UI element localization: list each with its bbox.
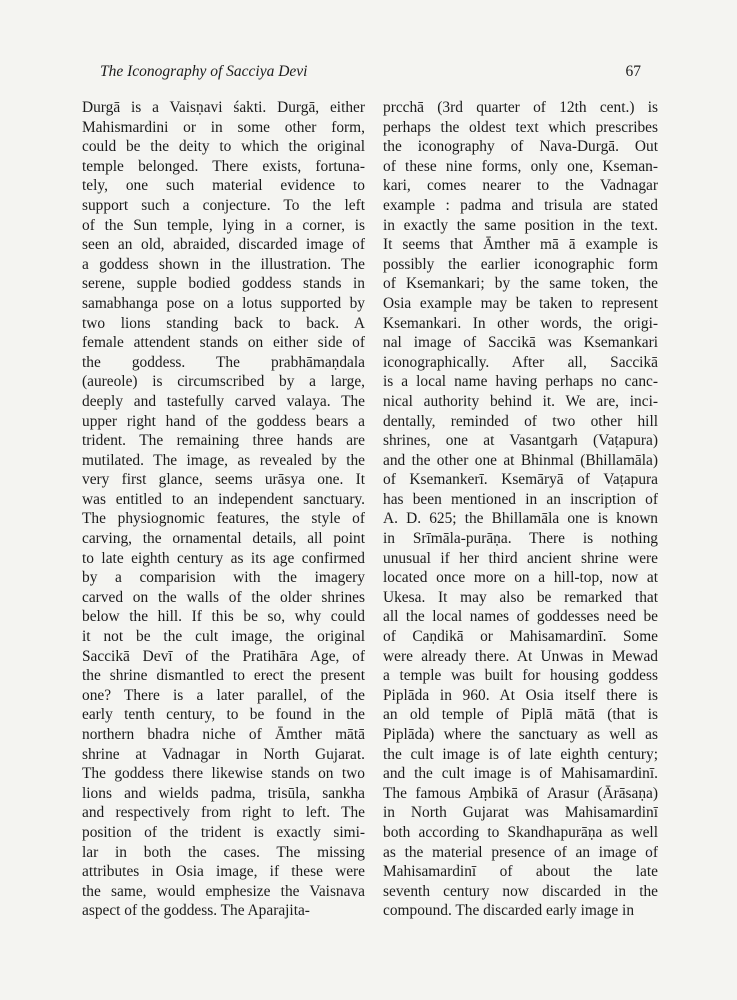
text-line: Saccikā Devī of the Pratihāra Age, of [82,647,365,665]
text-line: by a comparision with the imagery [82,569,365,587]
text-line: (aureole) is circumscribed by a large, [82,373,365,391]
text-line: temple belonged. There exists, fortuna- [82,157,365,175]
text-line: and respectively from right to left. The [82,804,365,822]
text-line: was entitled to an independent sanctuary. [82,490,365,508]
text-line: of Ksemankari; by the same token, the [383,275,658,293]
text-line: compound. The discarded early image in [383,902,635,920]
text-line: in exactly the same position in the text. [383,216,658,234]
text-line: one? There is a later parallel, of the [82,686,365,704]
text-line: support such a conjecture. To the left [82,196,365,214]
text-line: and the cult image is of Mahisamardinī. [383,765,658,783]
text-line: in Srīmāla-purāṇa. There is nothing [383,530,658,548]
text-line: samabhanga pose on a lotus supported by [82,294,365,312]
text-line: Ukesa. It may also be remarked that [383,588,658,606]
text-line: perhaps the oldest text which prescribes [383,118,658,136]
text-line: carved on the walls of the older shrines [82,588,365,606]
text-line: of Caṇdikā or Mahisamardinī. Some [383,628,658,646]
text-line: could be the deity to which the original [82,138,365,156]
text-line: both according to Skandhapurāṇa as well [383,823,658,841]
text-line: of Ksemankerī. Ksemāryā of Vaṭapura [383,471,658,489]
text-line: The goddess there likewise stands on two [82,765,365,783]
text-line: the cult image is of late eighth century; [383,745,658,763]
text-line: the same, would emphesize the Vaisnava [82,882,365,900]
text-line: female attendent stands on either side of [82,334,365,352]
text-line: Osia example may be taken to represent [383,294,658,312]
text-line: Ksemankari. In other words, the origi- [383,314,658,332]
text-line: northern bhadra niche of Āmther mātā [82,726,365,743]
text-line: Mahismardini or in some other form, [82,118,365,136]
text-line: very first glance, seems urāsya one. It [82,471,365,489]
text-line: of the Sun temple, lying in a corner, is [82,216,365,234]
text-line: Durgā is a Vaisṇavi śakti. Durgā, either [82,99,365,116]
running-title: The Iconography of Sacciya Devi [100,63,308,80]
text-line: position of the trident is exactly simi- [82,823,365,841]
text-line: seen an old, abraided, discarded image of [82,236,365,254]
text-line: The physiognomic features, the style of [82,510,365,528]
text-line: A. D. 625; the Bhillamāla one is known [383,510,658,528]
text-line: below the hill. If this be so, why could [82,608,365,626]
text-line: shrines, one at Vasantgarh (Vaṭapura) [383,432,658,450]
text-line: unusual if her third ancient shrine were [383,549,658,567]
text-line: attributes in Osia image, if these were [82,863,365,881]
text-line: a temple was built for housing goddess [383,667,658,685]
text-line: of these nine forms, only one, Kseman- [383,157,658,175]
text-line: located once more on a hill-top, now at [383,569,658,587]
text-line: prcchā (3rd quarter of 12th cent.) is [383,99,658,116]
text-line: possibly the earlier iconographic form [383,255,658,273]
text-line: to late eighth century as its age confirmed [82,549,365,567]
text-line: lar in both the cases. The missing [82,843,365,861]
text-line: It seems that Āmther mā ā example is [383,236,658,254]
text-line: and the other one at Bhinmal (Bhillamāla) [383,451,658,469]
text-line: mutilated. The image, as revealed by the [82,451,365,469]
text-line: The famous Aṃbikā of Arasur (Ārāsaṇa) [383,784,658,802]
text-line: nical authority behind it. We are, inci- [383,392,658,410]
text-line: Mahisamardinī of about the late [383,863,658,881]
right-column [383,98,658,921]
text-line: seventh century now discarded in the [383,882,658,900]
text-line: lions and wields padma, trisūla, sankha [82,784,365,802]
text-line: two lions standing back to back. A [82,314,365,332]
text-line: an old temple of Piplā mātā (that is [383,706,658,724]
page-header [82,63,641,85]
text-line: dentally, reminded of two other hill [383,412,658,430]
text-line: the goddess. The prabhāmaṇdala [82,353,365,371]
text-line: tely, one such material evidence to [82,177,365,195]
page-number: 67 [625,63,641,80]
text-line: it not be the cult image, the original [82,628,365,646]
text-line: the iconography of Nava-Durgā. Out [383,138,658,156]
text-line: in North Gujarat was Mahisamardinī [383,804,658,822]
text-line: kari, comes nearer to the Vadnagar [383,177,658,195]
text-line: aspect of the goddess. The Aparajita- [82,902,310,920]
text-line: shrine at Vadnagar in North Gujarat. [82,745,365,763]
text-line: is a local name having perhaps no canc- [383,373,658,391]
text-line: serene, supple bodied goddess stands in [82,275,365,293]
text-line: as the material presence of an image of [383,843,658,861]
text-line: deeply and tastefully carved valaya. The [82,392,365,410]
text-line: upper right hand of the goddess bears a [82,412,365,430]
text-line: all the local names of goddesses need be [383,608,658,626]
text-line: trident. The remaining three hands are [82,432,365,450]
text-line: were already there. At Unwas in Mewad [383,647,658,665]
text-line: iconographically. After all, Saccikā [383,353,658,371]
text-line: Piplāda) where the sanctuary as well as [383,726,658,743]
text-line: example : padma and trisula are stated [383,196,658,214]
text-line: has been mentioned in an inscription of [383,490,658,508]
text-line: carving, the ornamental details, all point [82,530,365,548]
text-line: nal image of Saccikā was Ksemankari [383,334,658,352]
text-line: early tenth century, to be found in the [82,706,365,724]
text-line: a goddess shown in the illustration. The [82,255,365,273]
text-line: Piplāda in 960. At Osia itself there is [383,686,658,704]
left-column [82,98,365,921]
text-line: the shrine dismantled to erect the present [82,667,365,685]
